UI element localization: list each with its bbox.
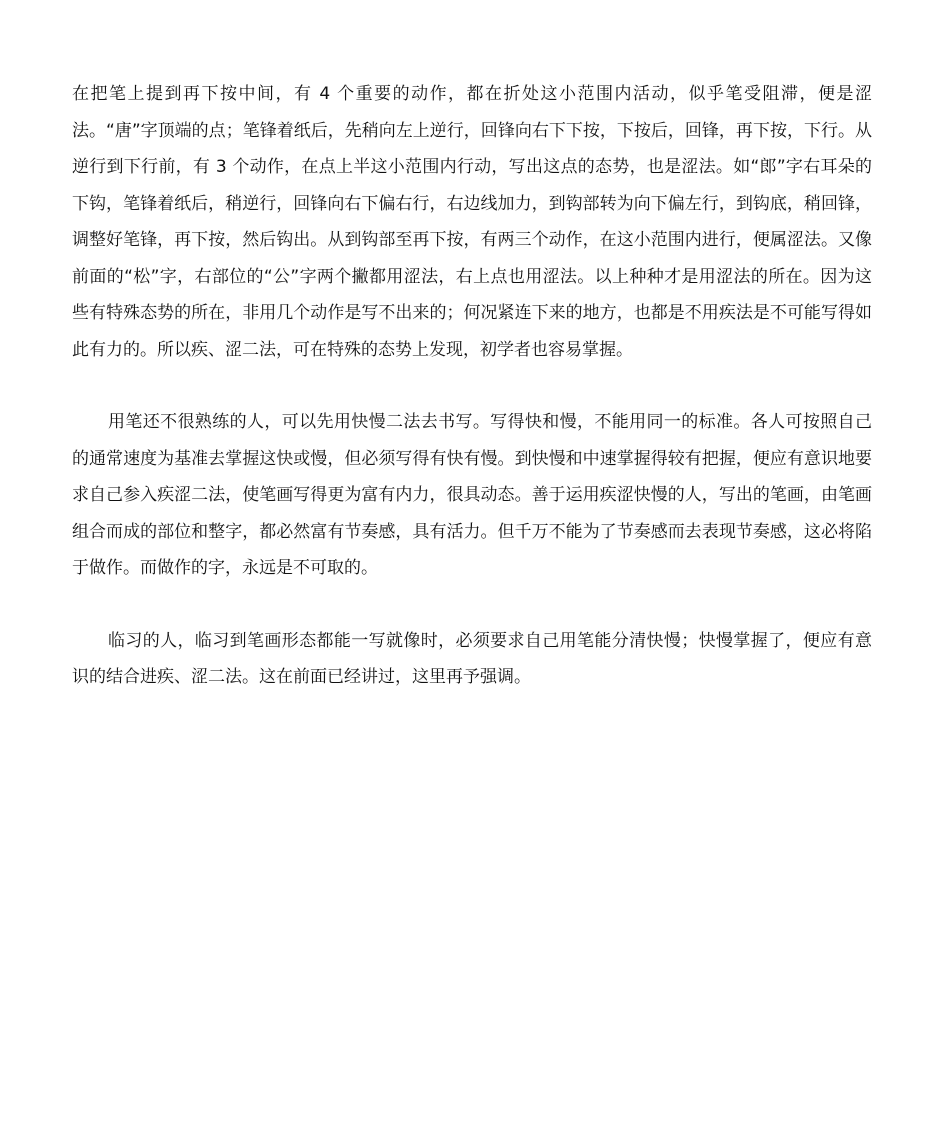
document-page: [72, 76, 872, 696]
paragraph-2: 用笔还不很熟练的人，可以先用快慢二法去书写。写得快和慢，不能用同一的标准。各人可按照自己的通常速度为基准去掌握这快或慢，但必须写得有快有慢。到快慢和中速掌握得较有把握，便应有意识地要求自己参入疾涩二法，使笔画写得更为富有内力，很具动态。善于运用疾涩快慢的人，写出的笔画，由笔画组合而成的部位和整字，都必然富有节奏感，具有活力。但千万不能为了节奏感而去表现节奏感，这必将陷于做作。而做作的字，永远是不可取的。: [72, 412, 872, 578]
paragraph-3: 临习的人，临习到笔画形态都能一写就像时，必须要求自己用笔能分清快慢；快慢掌握了，便应有意识的结合进疾、涩二法。这在前面已经讲过，这里再予强调。: [72, 630, 872, 687]
paragraph-1: 在把笔上提到再下按中间，有 4 个重要的动作，都在折处这小范围内活动，似乎笔受阻滞，便是涩法。“唐”字顶端的点；笔锋着纸后，先稍向左上逆行，回锋向右下下按，下按后，回锋，再下按，下行。从逆行到下行前，有 3 个动作，在点上半这小范围内行动，写出这点的态势，也是涩法。如“郎”字右耳朵的下钩，笔锋着纸后，稍逆行，回锋向右下偏右行，右边线加力，到钩部转为向下偏左行，到钩底，稍回锋，调整好笔锋，再下按，然后钩出。从到钩部至再下按，有两三个动作，在这小范围内进行，便属涩法。又像前面的“松”字，右部位的“公”字两个撇都用涩法，右上点也用涩法。以上种种才是用涩法的所在。因为这些有特殊态势的所在，非用几个动作是写不出来的；何况紧连下来的地方，也都是不用疾法是不可能写得如此有力的。所以疾、涩二法，可在特殊的态势上发现，初学者也容易掌握。: [72, 84, 872, 360]
